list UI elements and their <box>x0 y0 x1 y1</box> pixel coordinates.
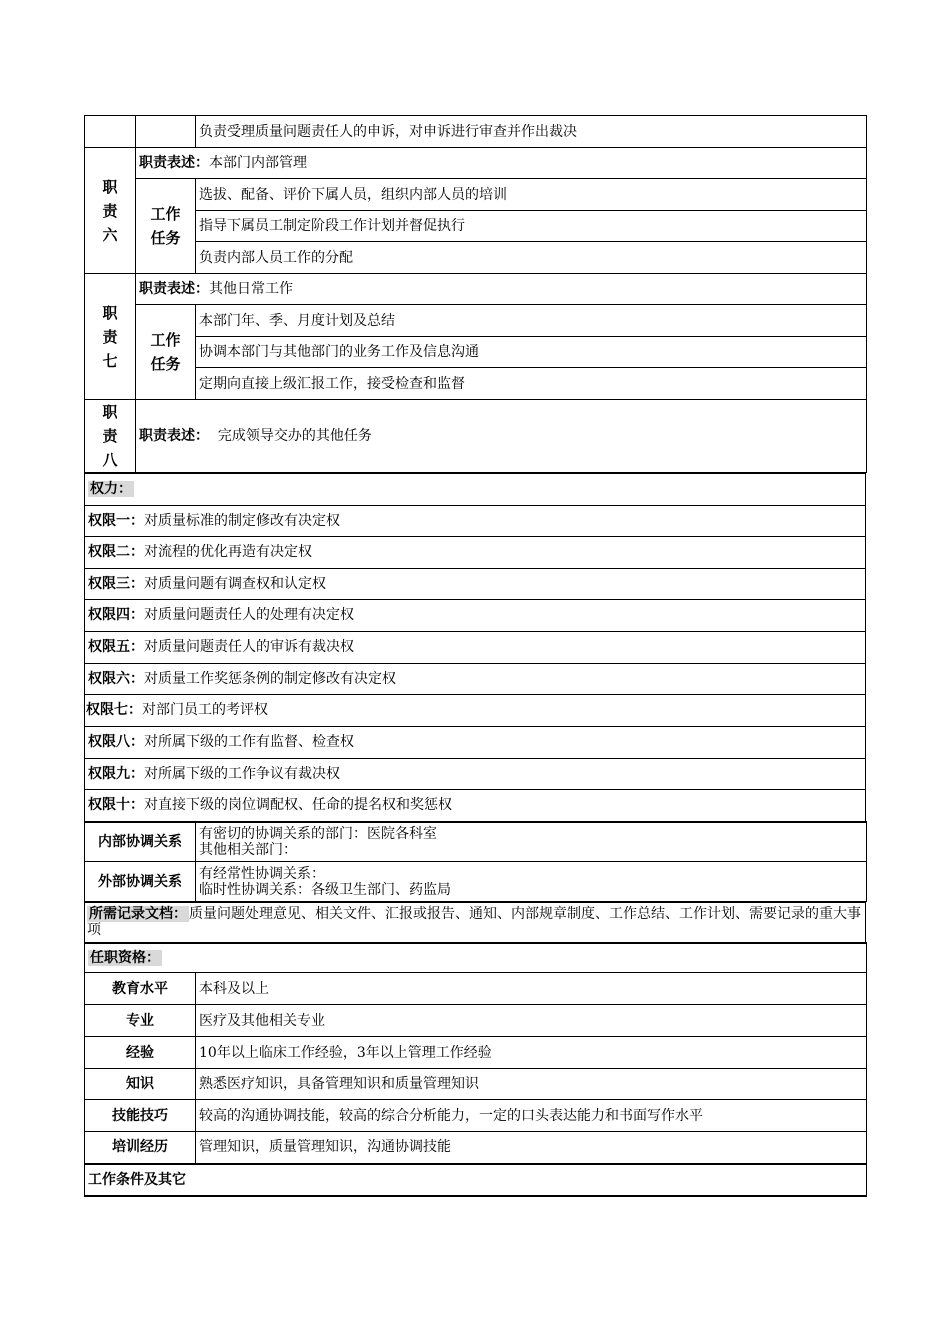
qualification-value: 医疗及其他相关专业 <box>196 1005 867 1037</box>
task-item: 指导下属员工制定阶段工作计划并督促执行 <box>196 211 867 242</box>
job-description-page <box>84 115 866 1197</box>
qualification-label: 教育水平 <box>85 973 196 1005</box>
conditions-title: 工作条件及其它 <box>85 1164 867 1196</box>
qualification-label: 培训经历 <box>85 1132 196 1164</box>
task-item: 选拔、配备、评价下属人员，组织内部人员的培训 <box>196 179 867 211</box>
records-table <box>84 901 866 943</box>
duty7-description: 职责表述：其他日常工作 <box>136 274 867 305</box>
duties-table <box>84 115 867 473</box>
blank-cell <box>85 116 136 148</box>
duty6-description: 职责表述：本部门内部管理 <box>136 148 867 179</box>
duty7-label: 职 责 七 <box>85 274 136 400</box>
power-item: 权限四：对质量问题责任人的处理有决定权 <box>85 599 866 631</box>
task-item: 定期向直接上级汇报工作，接受检查和监督 <box>196 368 867 400</box>
task-item: 负责内部人员工作的分配 <box>196 242 867 274</box>
duty6-label: 职 责 六 <box>85 148 136 274</box>
qualification-label: 专业 <box>85 1005 196 1037</box>
task-item: 负责受理质量问题责任人的申诉，对申诉进行审查并作出裁决 <box>196 116 867 148</box>
power-item: 权限六：对质量工作奖惩条例的制定修改有决定权 <box>85 663 866 694</box>
duty8-label: 职 责 八 <box>85 400 136 473</box>
power-item: 权限三：对质量问题有调查权和认定权 <box>85 568 866 599</box>
blank-cell <box>136 116 196 148</box>
powers-table <box>84 472 866 822</box>
qualification-label: 知识 <box>85 1069 196 1100</box>
qualification-value: 较高的沟通协调技能，较高的综合分析能力，一定的口头表达能力和书面写作水平 <box>196 1100 867 1132</box>
power-item: 权限一：对质量标准的制定修改有决定权 <box>85 505 866 536</box>
external-value: 有经常性协调关系： 临时性协调关系：各级卫生部门、药监局 <box>196 862 867 902</box>
qualification-value: 管理知识，质量管理知识，沟通协调技能 <box>196 1132 867 1164</box>
qualifications-table <box>84 942 867 1197</box>
powers-title: 权力： <box>85 473 866 505</box>
coordination-table <box>84 821 867 903</box>
duty8-description: 职责表述： 完成领导交办的其他任务 <box>136 400 867 473</box>
qualification-value: 熟悉医疗知识，具备管理知识和质量管理知识 <box>196 1069 867 1100</box>
task-item: 协调本部门与其他部门的业务工作及信息沟通 <box>196 337 867 368</box>
power-item: 权限五：对质量问题责任人的审诉有裁决权 <box>85 631 866 663</box>
power-item: 权限八：对所属下级的工作有监督、检查权 <box>85 726 866 758</box>
duty6-task-label: 工作任务 <box>136 179 196 274</box>
records-cell: 所需记录文档： 质量问题处理意见、相关文件、汇报或报告、通知、内部规章制度、工作总结、工作计划、需要记录的重大事项 <box>85 902 866 942</box>
internal-label: 内部协调关系 <box>85 822 196 862</box>
duty7-task-label: 工作任务 <box>136 305 196 400</box>
power-item: 权限九：对所属下级的工作争议有裁决权 <box>85 758 866 789</box>
qualification-label: 技能技巧 <box>85 1100 196 1132</box>
internal-value: 有密切的协调关系的部门：医院各科室 其他相关部门： <box>196 822 867 862</box>
external-label: 外部协调关系 <box>85 862 196 902</box>
power-item: 权限七：对部门员工的考评权 <box>85 694 866 726</box>
power-item: 权限十：对直接下级的岗位调配权、任命的提名权和奖惩权 <box>85 789 866 821</box>
qualification-title: 任职资格： <box>85 943 867 973</box>
task-item: 本部门年、季、月度计划及总结 <box>196 305 867 337</box>
power-item: 权限二：对流程的优化再造有决定权 <box>85 536 866 568</box>
qualification-label: 经验 <box>85 1037 196 1069</box>
qualification-value: 本科及以上 <box>196 973 867 1005</box>
qualification-value: 10年以上临床工作经验，3年以上管理工作经验 <box>196 1037 867 1069</box>
